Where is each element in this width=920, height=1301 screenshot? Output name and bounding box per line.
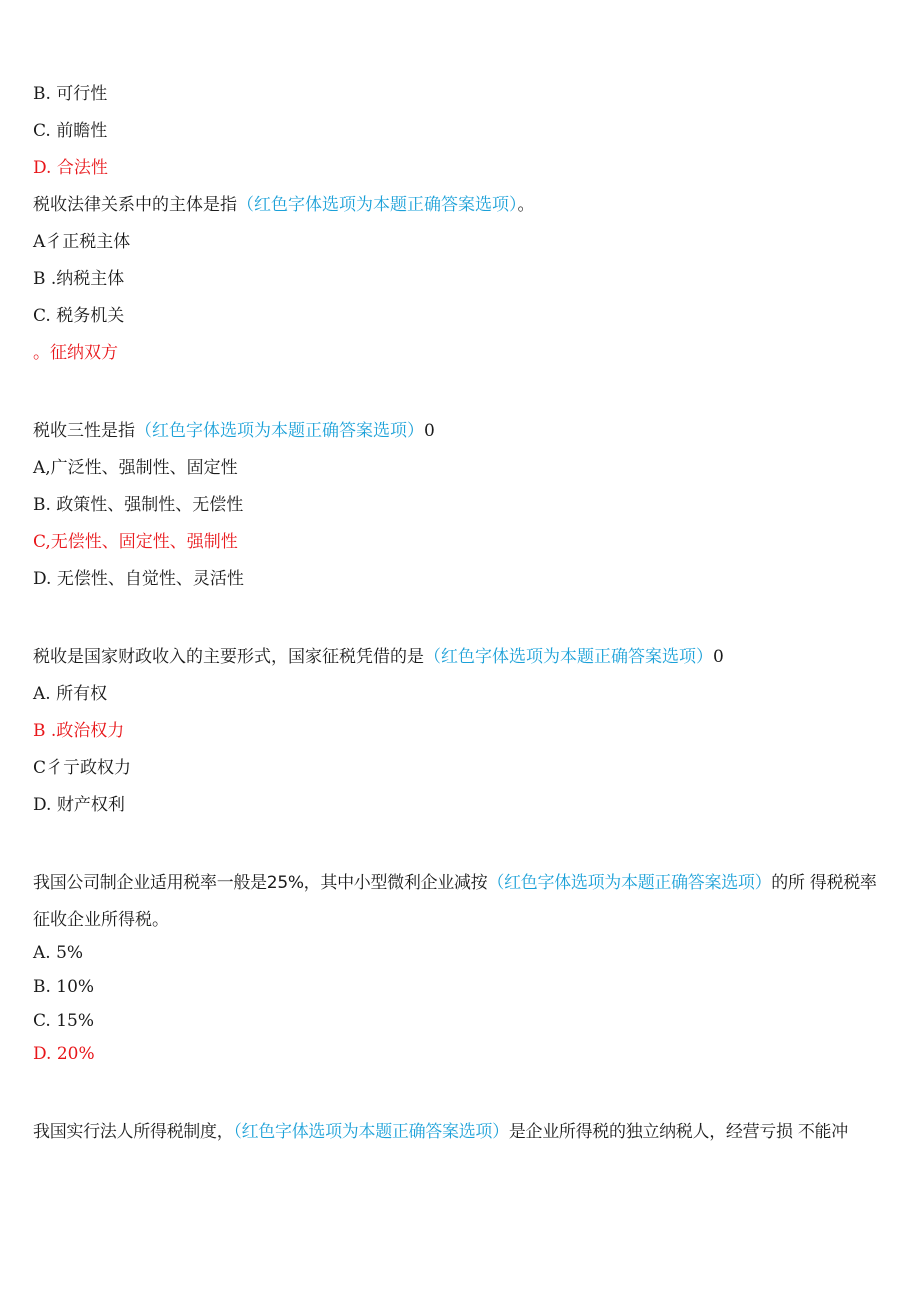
q5-stem-line — [33, 1121, 848, 1143]
q4-stem-line2: 征收企业所得税。 — [33, 910, 169, 930]
q1-option-c: C. 税务机关 — [33, 306, 125, 326]
q4-hint: （红色字体选项为本题正确答案选项） — [487, 873, 772, 893]
q3-option-a: A. 所有权 — [33, 684, 108, 704]
q4-option-d-correct: D. 20% — [33, 1044, 95, 1064]
q3-tail: 0 — [713, 647, 724, 667]
q5-stem: 我国实行法人所得税制度， — [33, 1122, 234, 1142]
q3-stem-line — [33, 646, 724, 668]
q2-option-b: B. 政策性、强制性、无偿性 — [33, 495, 244, 515]
q5-hint: （红色字体选项为本题正确答案选项） — [233, 1122, 509, 1142]
q1-option-b: B .纳税主体 — [33, 269, 125, 289]
q1-option-d-correct: 。征纳双方 — [33, 343, 118, 363]
q2-hint: （红色字体选项为本题正确答案选项） — [135, 421, 424, 441]
q2-option-c-correct: C,无偿性、固定性、强制性 — [33, 532, 238, 552]
q1-stem-line — [33, 194, 535, 216]
q4-stem-line — [33, 872, 877, 894]
q3-option-b-correct: B .政治权力 — [33, 721, 125, 741]
q3-hint: （红色字体选项为本题正确答案选项） — [424, 647, 713, 667]
q4-tail: 的所 得税税率 — [771, 873, 877, 893]
q3-stem: 税收是国家财政收入的主要形式，国家征税凭借的是 — [33, 647, 424, 667]
q1-hint: （红色字体选项为本题正确答案选项） — [237, 195, 518, 215]
q2-option-d: D. 无偿性、自觉性、灵活性 — [33, 569, 244, 589]
q4-option-c: C. 15% — [33, 1011, 94, 1031]
q2-stem: 税收三性是指 — [33, 421, 135, 441]
q2-option-a: A,广泛性、强制性、固定性 — [33, 458, 238, 478]
q4-stem: 我国公司制企业适用税率一般是25%，其中小型微利企业减按 — [33, 873, 488, 893]
q5-tail: 是企业所得税的独立纳税人，经营亏损 不能冲 — [508, 1122, 848, 1142]
q2-tail: 0 — [424, 421, 435, 441]
q1-option-a: A彳正税主体 — [33, 232, 131, 252]
q2-stem-line — [33, 420, 435, 442]
q0-option-d-correct: D. 合法性 — [33, 158, 108, 178]
q4-option-b: B. 10% — [33, 977, 95, 997]
q0-option-b: B. 可行性 — [33, 84, 108, 104]
q1-tail: 。 — [517, 195, 535, 215]
q0-option-c: C. 前瞻性 — [33, 121, 108, 141]
q4-option-a: A. 5% — [33, 943, 84, 963]
q3-option-d: D. 财产权利 — [33, 795, 125, 815]
q1-stem: 税收法律关系中的主体是指 — [33, 195, 237, 215]
q3-option-c: C彳亍政权力 — [33, 758, 132, 778]
